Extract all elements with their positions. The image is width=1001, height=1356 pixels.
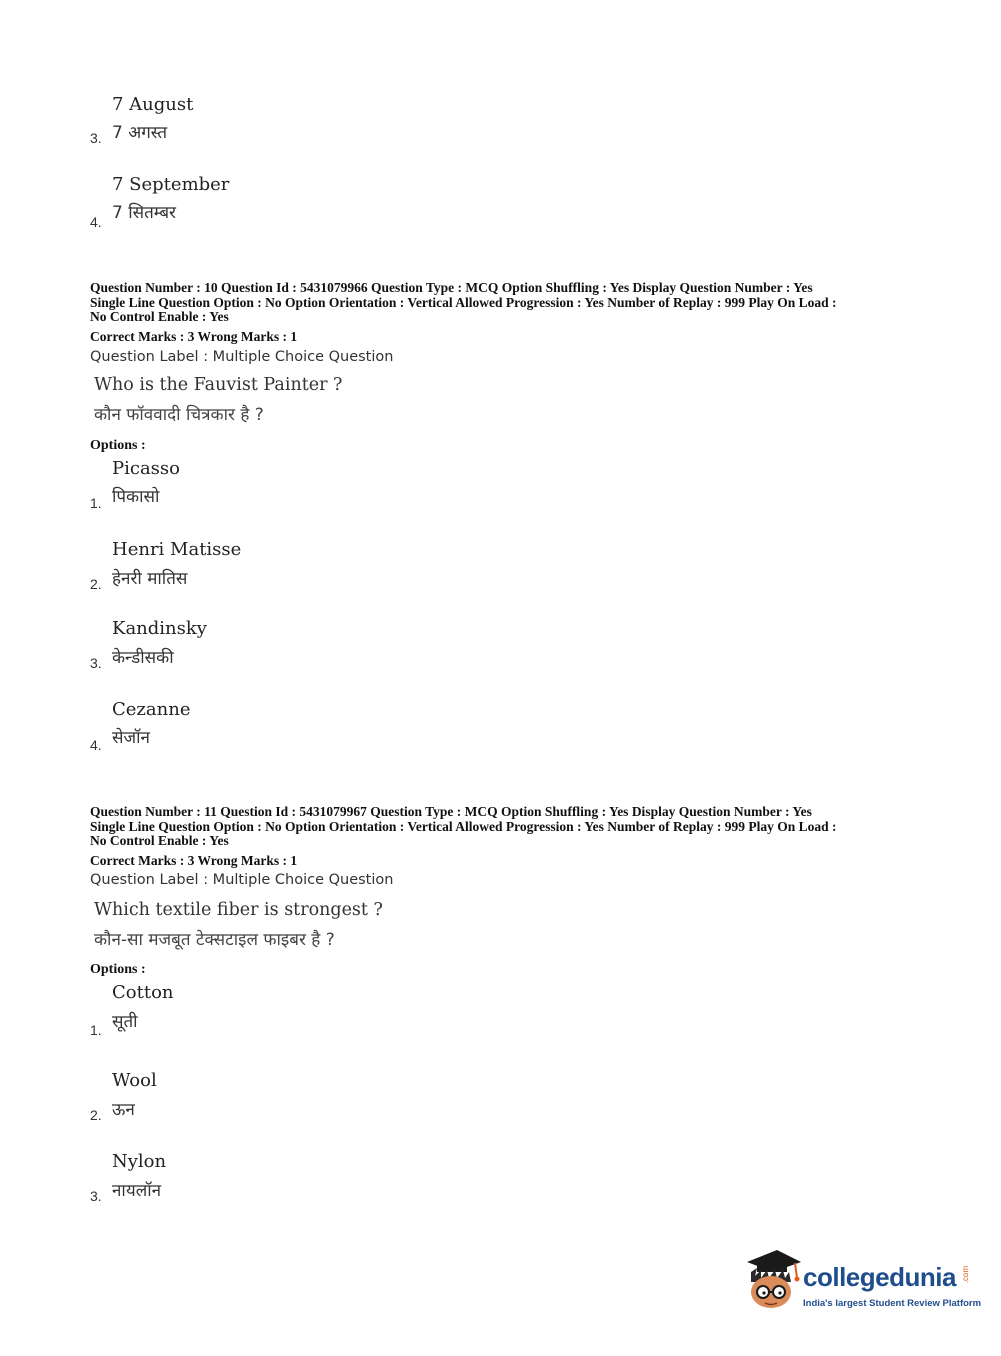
option-number: 2. bbox=[90, 1107, 102, 1123]
option-text-hi: 7 सितम्बर bbox=[112, 203, 176, 223]
option-text-en: Picasso bbox=[112, 458, 180, 479]
q11-label: Question Label : Multiple Choice Question bbox=[90, 872, 394, 888]
option-number: 4. bbox=[90, 214, 102, 230]
logo-tagline: India's largest Student Review Platform bbox=[803, 1298, 982, 1309]
logo-wordmark: collegedunia bbox=[803, 1262, 956, 1292]
option-number: 3. bbox=[90, 655, 102, 671]
option-number: 1. bbox=[90, 1022, 102, 1038]
option-text-en: Henri Matisse bbox=[112, 539, 242, 560]
option-text-hi: नायलॉन bbox=[112, 1181, 162, 1201]
q10-meta-line1: Question Number : 10 Question Id : 5431079966 Question Type : MCQ Option Shuffling : Yes Display Question Number : Yes bbox=[90, 280, 813, 295]
option-text-hi: सूती bbox=[112, 1012, 138, 1032]
q10-label: Question Label : Multiple Choice Question bbox=[90, 349, 394, 365]
option-number: 4. bbox=[90, 737, 102, 753]
collegedunia-logo bbox=[743, 1248, 982, 1318]
q11-question-hi: कौन-सा मजबूत टेक्सटाइल फाइबर है ? bbox=[94, 930, 335, 950]
q11-meta-line2: Single Line Question Option : No Option Orientation : Vertical Allowed Progression : Yes Number of Replay : 999 Play On Load : bbox=[90, 819, 837, 834]
option-number: 3. bbox=[90, 1188, 102, 1204]
option-number: 3. bbox=[90, 130, 102, 146]
option-text-en: Wool bbox=[112, 1070, 157, 1091]
q11-question-en: Which textile fiber is strongest ? bbox=[94, 900, 383, 920]
option-number: 2. bbox=[90, 576, 102, 592]
option-text-en: Nylon bbox=[112, 1151, 167, 1172]
option-text-en: Kandinsky bbox=[112, 618, 207, 639]
q10-meta-line2: Single Line Question Option : No Option Orientation : Vertical Allowed Progression : Yes Number of Replay : 999 Play On Load : bbox=[90, 295, 837, 310]
q10-meta-line3: No Control Enable : Yes bbox=[90, 309, 229, 324]
q11-meta-line1: Question Number : 11 Question Id : 5431079967 Question Type : MCQ Option Shuffling : Yes Display Question Number : Yes bbox=[90, 804, 812, 819]
option-text-hi: केन्डीसकी bbox=[112, 648, 174, 668]
option-text-hi: पिकासो bbox=[112, 487, 160, 507]
option-number: 1. bbox=[90, 495, 102, 511]
logo-suffix: .com bbox=[961, 1265, 971, 1284]
option-text-hi: ऊन bbox=[112, 1100, 135, 1120]
q10-question-en: Who is the Fauvist Painter ? bbox=[94, 375, 343, 395]
option-text-hi: हेनरी मातिस bbox=[112, 569, 188, 589]
q11-meta-line3: No Control Enable : Yes bbox=[90, 833, 229, 848]
option-text-en: Cezanne bbox=[112, 699, 191, 720]
q10-options-heading: Options : bbox=[90, 438, 146, 453]
q10-marks: Correct Marks : 3 Wrong Marks : 1 bbox=[90, 329, 298, 344]
q11-options-heading: Options : bbox=[90, 962, 146, 977]
mascot-icon bbox=[743, 1248, 803, 1312]
option-text-en: Cotton bbox=[112, 982, 174, 1003]
option-text-hi: 7 अगस्त bbox=[112, 123, 168, 143]
q11-marks: Correct Marks : 3 Wrong Marks : 1 bbox=[90, 853, 298, 868]
option-text-en: 7 September bbox=[112, 174, 230, 195]
option-text-en: 7 August bbox=[112, 94, 194, 115]
q10-question-hi: कौन फॉववादी चित्रकार है ? bbox=[94, 405, 264, 425]
option-text-hi: सेजॉन bbox=[112, 728, 150, 748]
